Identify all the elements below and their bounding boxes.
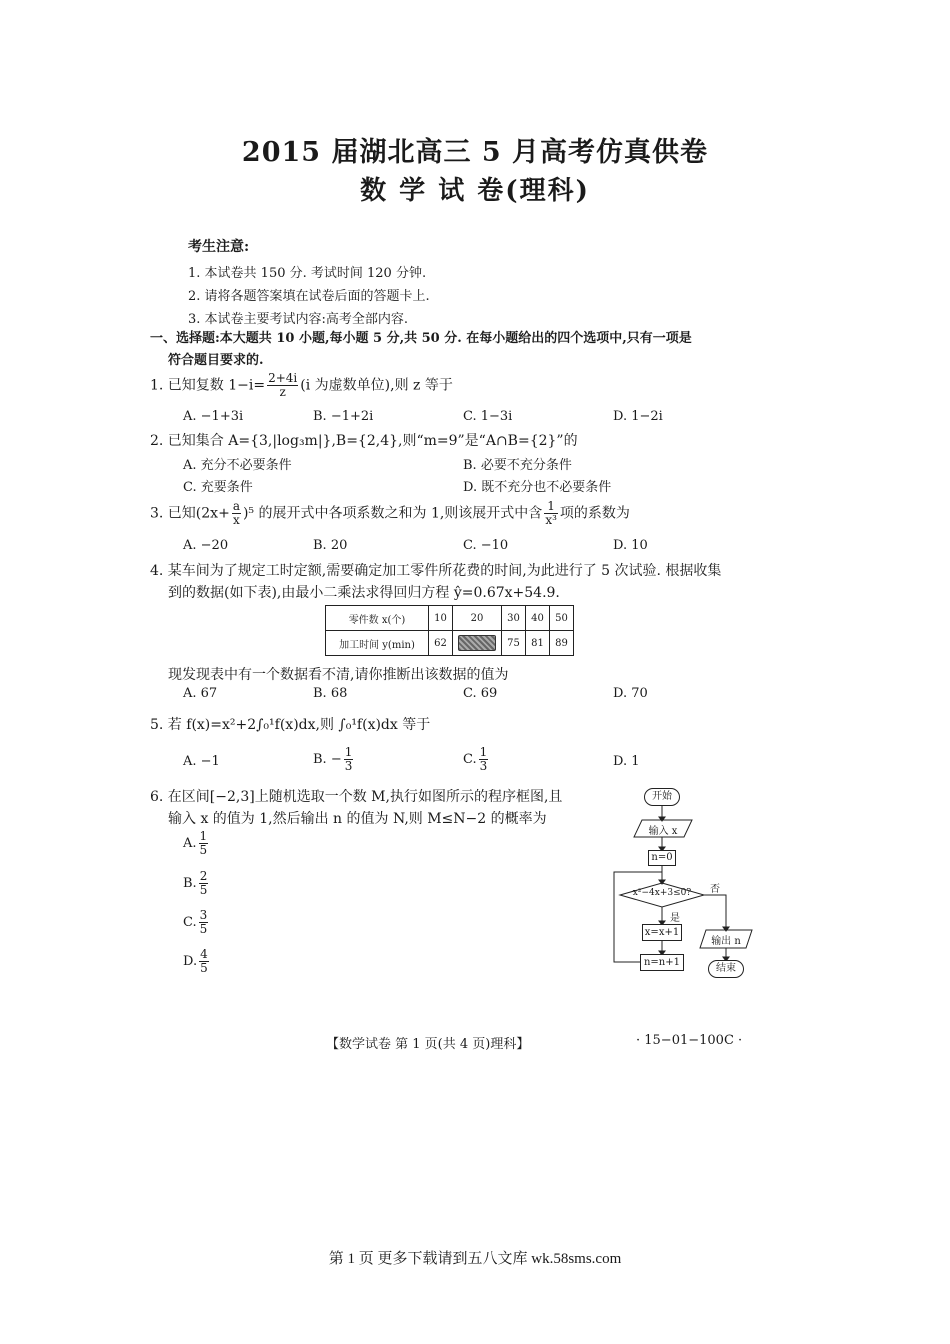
table-cell: 62 xyxy=(429,631,453,656)
q6-b-label: B. xyxy=(183,876,197,891)
q5-b-fraction xyxy=(344,746,354,773)
q5-option-d: D. 1 xyxy=(613,754,640,769)
notice-item: 3. 本试卷主要考试内容:高考全部内容. xyxy=(188,312,409,327)
q3-a-num: a xyxy=(232,499,240,513)
page-title: 2015 届湖北高三 5 月高考仿真供卷 xyxy=(241,137,709,168)
section-heading-cont: 符合题目要求的. xyxy=(168,353,264,368)
q1-numerator: 2+4i xyxy=(268,371,298,385)
q3-option-b: B. 20 xyxy=(313,538,348,553)
q6-a-den: 5 xyxy=(199,843,208,857)
q6-d-num: 4 xyxy=(200,947,208,961)
table-header: 加工时间 y(min) xyxy=(326,631,429,656)
table-header: 零件数 x(个) xyxy=(326,606,429,631)
flowchart-end: 结束 xyxy=(708,960,744,978)
flowchart-yes: 是 xyxy=(670,913,680,924)
notice-heading: 考生注意: xyxy=(188,239,250,255)
q3-stem-post: 项的系数为 xyxy=(559,505,630,522)
table-cell: 20 xyxy=(453,606,502,631)
q6-d-fraction xyxy=(199,948,209,975)
flowchart-step2: n=n+1 xyxy=(640,954,684,971)
q3-b-den: x³ xyxy=(545,513,557,527)
q3-a-den: x xyxy=(233,513,240,527)
q1-option-c: C. 1−3i xyxy=(463,409,513,424)
flowchart-input: 输入 x xyxy=(648,826,678,837)
table-cell: 81 xyxy=(526,631,550,656)
q6-a-label: A. xyxy=(183,836,197,851)
q6-a-num: 1 xyxy=(199,829,208,843)
notice-item: 1. 本试卷共 150 分. 考试时间 120 分钟. xyxy=(188,266,427,281)
q3-option-c: C. −10 xyxy=(463,538,509,553)
flowchart-condition: x²−4x+3≤0? xyxy=(632,888,692,898)
q1-stem-pre: 1. 已知复数 1−i= xyxy=(150,377,266,394)
q2-option-d: D. 既不充分也不必要条件 xyxy=(463,480,612,495)
q4-option-c: C. 69 xyxy=(463,686,498,701)
flowchart-output: 输出 n xyxy=(711,936,741,947)
page-footer-left: 【数学试卷 第 1 页(共 4 页)理科】 xyxy=(326,1037,530,1052)
q3-option-a: A. −20 xyxy=(183,538,229,553)
page-subtitle: 数 学 试 卷(理科) xyxy=(360,176,590,206)
q6-d-label: D. xyxy=(183,954,198,969)
q6-c-den: 5 xyxy=(199,922,208,936)
q6-option-d xyxy=(183,948,211,975)
flowchart-start: 开始 xyxy=(644,788,680,806)
flowchart-lines xyxy=(600,782,770,987)
q1-denominator: z xyxy=(279,385,286,399)
q1-option-a: A. −1+3i xyxy=(183,409,244,424)
q5-c-num: 1 xyxy=(479,745,488,759)
page-footer-right: · 15−01−100C · xyxy=(636,1033,743,1048)
q1-fraction xyxy=(267,372,298,399)
table-cell-obscured xyxy=(453,631,502,656)
table-cell: 10 xyxy=(429,606,453,631)
q5-option-a: A. −1 xyxy=(183,754,220,769)
q6-d-den: 5 xyxy=(200,961,208,975)
table-cell: 30 xyxy=(502,606,526,631)
q5-b-den: 3 xyxy=(344,759,353,773)
question-1 xyxy=(150,372,453,399)
q3-stem-mid: )⁵ 的展开式中各项系数之和为 1,则该展开式中含 xyxy=(242,505,543,522)
q6-c-num: 3 xyxy=(199,908,208,922)
flowchart-step1: x=x+1 xyxy=(642,924,682,941)
q3-stem-pre: 3. 已知(2x+ xyxy=(150,505,230,522)
question-3 xyxy=(150,500,630,527)
table-row xyxy=(326,606,574,631)
q6-option-a xyxy=(183,830,210,857)
q6-b-den: 5 xyxy=(199,883,208,897)
question-6-line2: 输入 x 的值为 1,然后输出 n 的值为 N,则 M≤N−2 的概率为 xyxy=(168,811,547,827)
question-5: 5. 若 f(x)=x²+2∫₀¹f(x)dx,则 ∫₀¹f(x)dx 等于 xyxy=(150,717,431,733)
download-footer: 第 1 页 更多下载请到五八文库 wk.58sms.com xyxy=(328,1251,622,1267)
q6-b-num: 2 xyxy=(199,869,208,883)
q6-b-fraction xyxy=(199,870,209,897)
question-4-line3: 现发现表中有一个数据看不清,请你推断出该数据的值为 xyxy=(168,667,509,683)
flowchart-init: n=0 xyxy=(648,850,676,866)
q1-option-d: D. 1−2i xyxy=(613,409,663,424)
q5-option-b xyxy=(313,746,355,773)
q3-fraction-b xyxy=(544,500,558,527)
table-cell: 75 xyxy=(502,631,526,656)
table-cell: 89 xyxy=(550,631,574,656)
table-row xyxy=(326,631,574,656)
q3-option-d: D. 10 xyxy=(613,538,648,553)
q5-b-prefix: B. − xyxy=(313,752,342,767)
q5-c-prefix: C. xyxy=(463,752,477,767)
question-2: 2. 已知集合 A={3,|log₃m|},B={2,4},则“m=9”是“A∩B={2}”的 xyxy=(150,433,578,449)
q6-option-c xyxy=(183,909,210,936)
flowchart xyxy=(600,782,770,987)
q2-option-c: C. 充要条件 xyxy=(183,480,253,495)
q5-option-c xyxy=(463,746,490,773)
q1-stem-post: (i 为虚数单位),则 z 等于 xyxy=(300,377,453,394)
q5-b-num: 1 xyxy=(344,745,353,759)
q6-option-b xyxy=(183,870,210,897)
q5-c-fraction xyxy=(479,746,489,773)
section-heading: 一、选择题:本大题共 10 小题,每小题 5 分,共 50 分. 在每小题给出的四个选项中,只有一项是 xyxy=(150,331,692,346)
notice-item: 2. 请将各题答案填在试卷后面的答题卡上. xyxy=(188,289,430,304)
table-cell: 50 xyxy=(550,606,574,631)
q3-b-num: 1 xyxy=(544,500,558,514)
q6-a-fraction xyxy=(199,830,209,857)
q3-fraction-a xyxy=(232,500,241,527)
data-table xyxy=(325,605,574,656)
q2-option-b: B. 必要不充分条件 xyxy=(463,458,572,473)
q1-option-b: B. −1+2i xyxy=(313,409,374,424)
q4-option-b: B. 68 xyxy=(313,686,348,701)
q6-c-fraction xyxy=(199,909,209,936)
q4-option-a: A. 67 xyxy=(183,686,218,701)
question-4-line2: 到的数据(如下表),由最小二乘法求得回归方程 ŷ=0.67x+54.9. xyxy=(168,585,560,601)
q4-option-d: D. 70 xyxy=(613,686,648,701)
q5-c-den: 3 xyxy=(479,759,488,773)
q6-c-label: C. xyxy=(183,915,197,930)
q2-option-a: A. 充分不必要条件 xyxy=(183,458,292,473)
flowchart-no: 否 xyxy=(710,884,720,895)
question-4-line1: 4. 某车间为了规定工时定额,需要确定加工零件所花费的时间,为此进行了 5 次试验. 根据收集 xyxy=(150,563,722,579)
question-6-line1: 6. 在区间[−2,3]上随机选取一个数 M,执行如图所示的程序框图,且 xyxy=(150,789,563,805)
table-cell: 40 xyxy=(526,606,550,631)
